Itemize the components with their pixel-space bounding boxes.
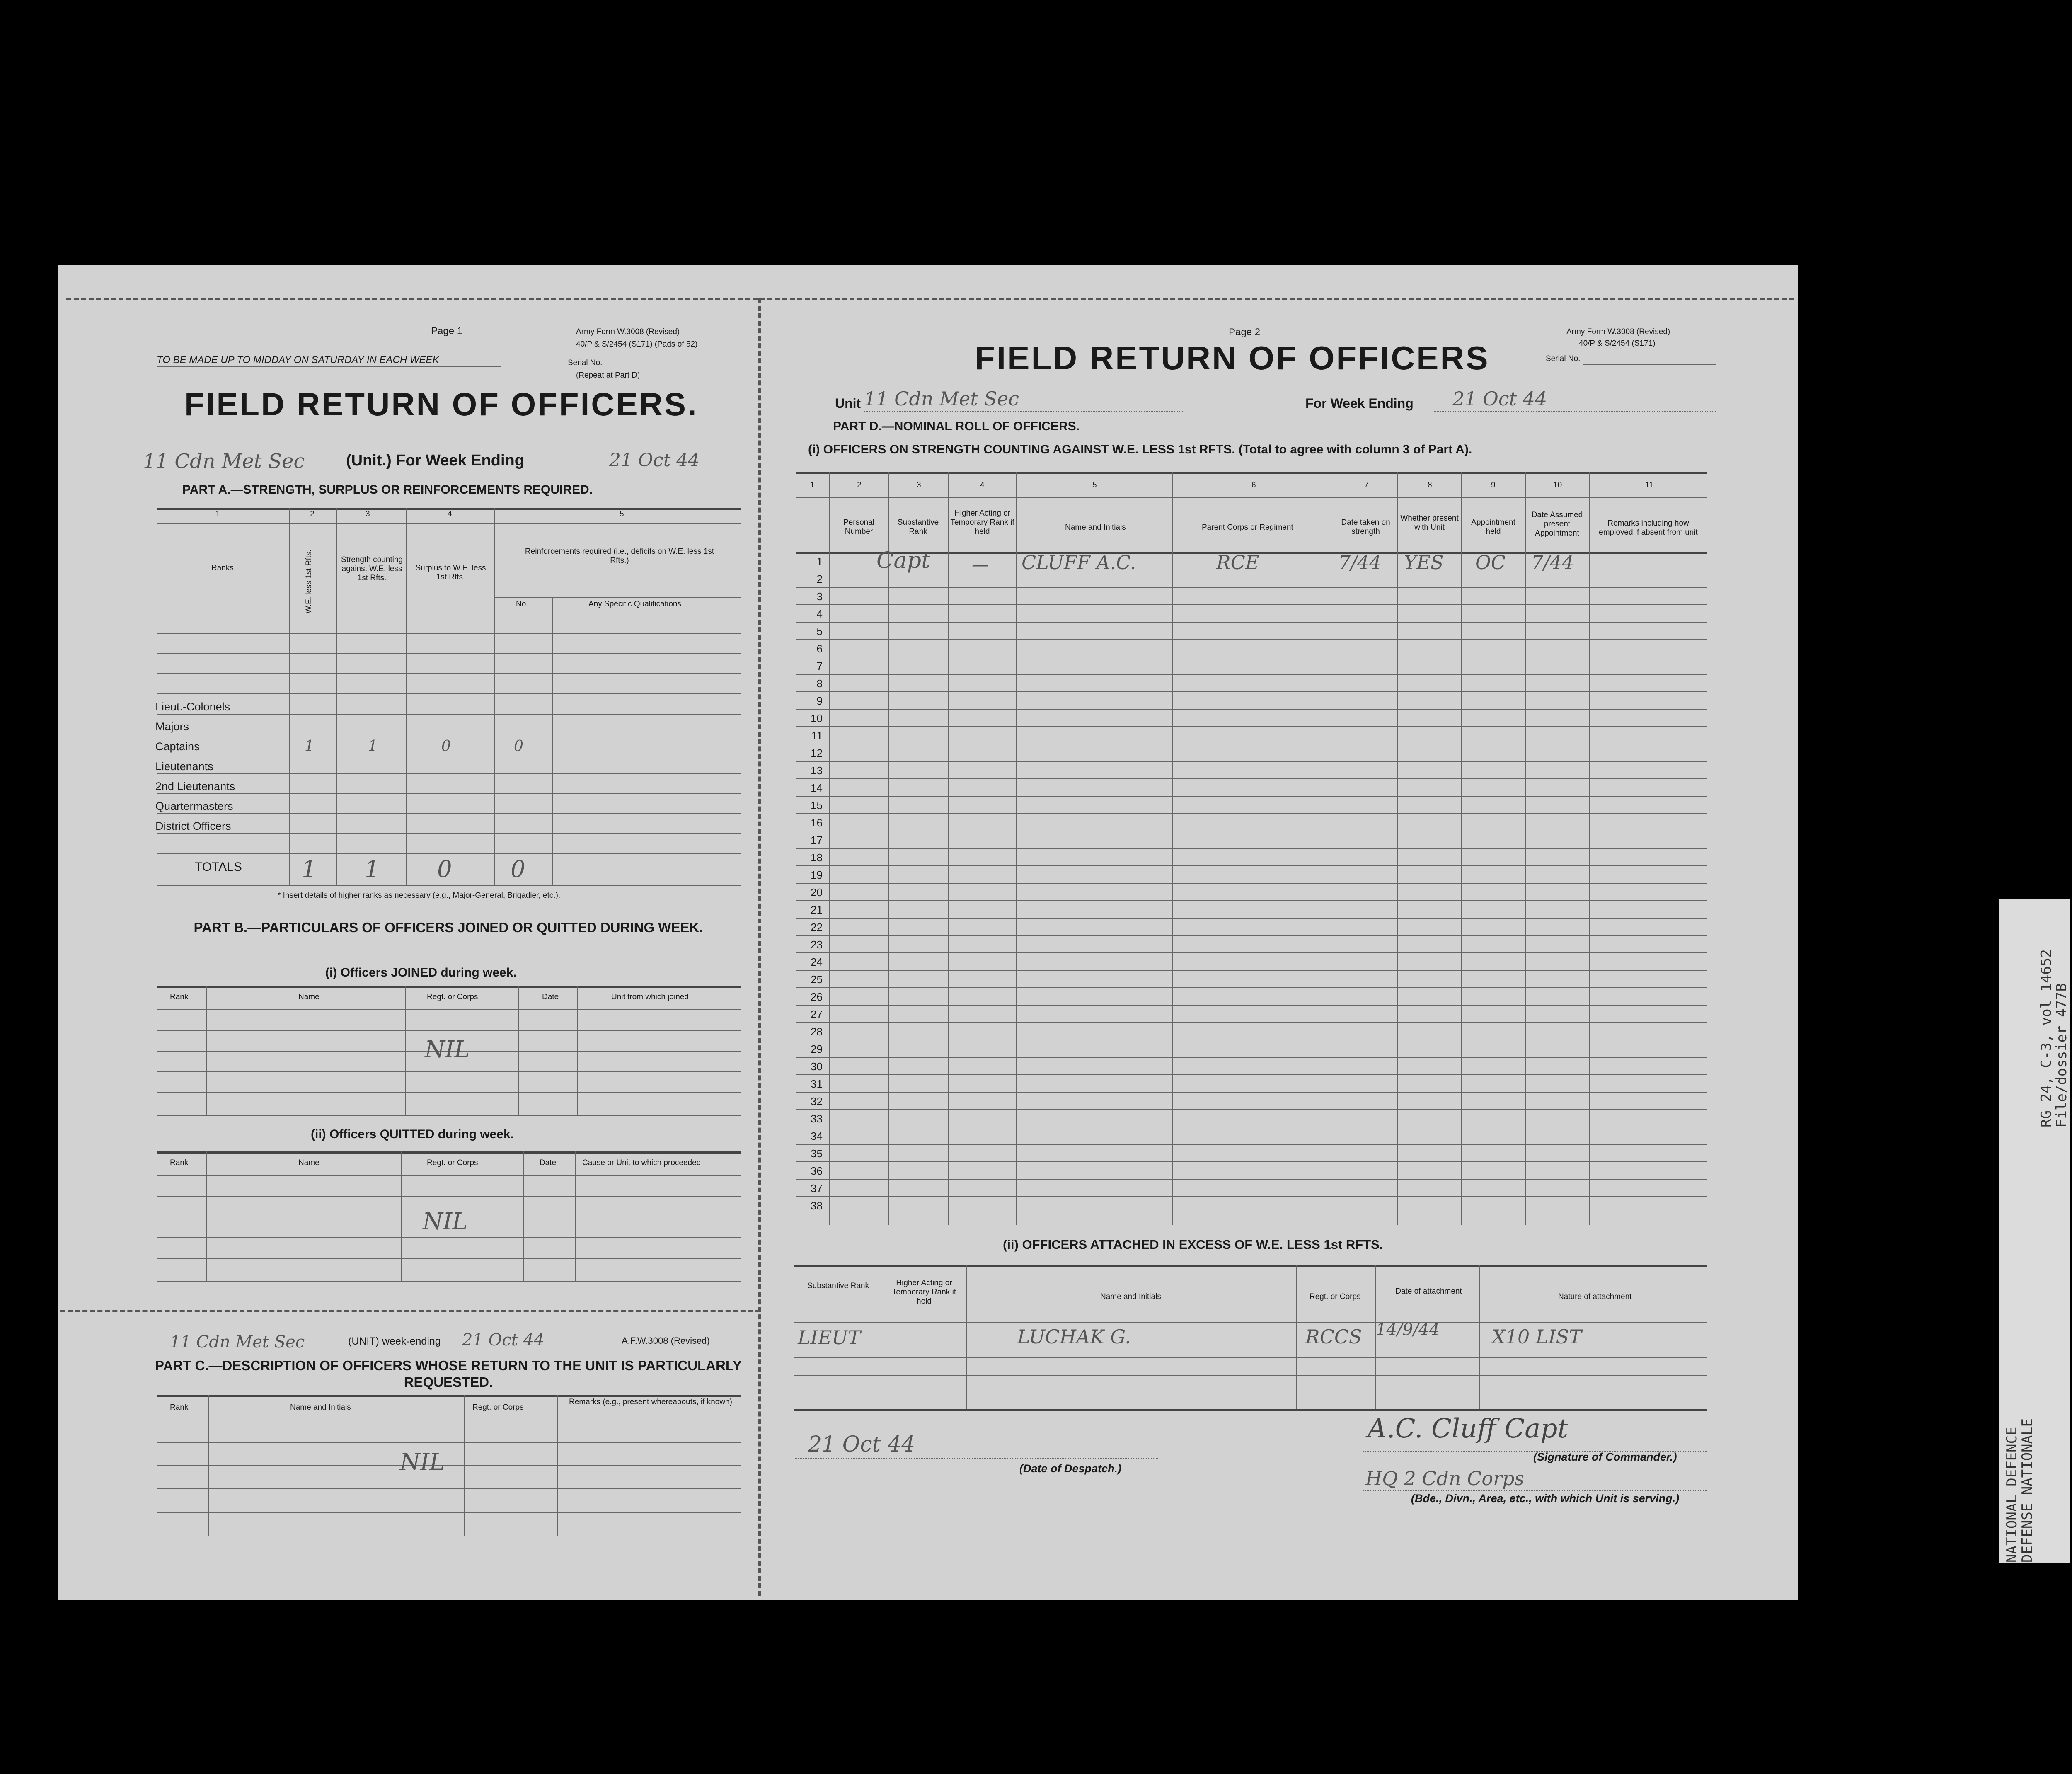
part-c-form: A.F.W.3008 (Revised) [622,1335,710,1346]
totals-surplus: 0 [437,856,452,883]
part-d-header: Date taken on strength [1341,518,1390,536]
part-d-subtitle: (i) OFFICERS ON STRENGTH COUNTING AGAINST W.E. LESS 1st RFTS. (Total to agree with column 3 of Part A). [808,443,1472,456]
roll-row-line [796,1022,1707,1023]
roll-row-line [796,865,1707,866]
roll-row-number: 12 [811,747,823,759]
part-d-header: Substantive Rank [897,518,939,536]
roll-row-line [796,1144,1707,1145]
attached-header: Substantive Rank [807,1282,869,1290]
roll-row-number: 28 [811,1025,823,1038]
part-c-unit-label: (UNIT) week-ending [348,1335,441,1347]
part-a-no-header: No. [516,600,528,608]
part-d-header: Appointment held [1471,518,1515,536]
roll-row-line [796,726,1707,727]
roll-row-number: 10 [811,712,823,725]
part-b-title: PART B.—PARTICULARS OF OFFICERS JOINED OR QUITTED DURING WEEK. [194,920,703,935]
captains-strength: 1 [368,738,378,755]
part-d-colnum: 3 [917,481,921,490]
rank-label: Lieut.-Colonels [155,700,230,713]
left-repeat-note: (Repeat at Part D) [576,371,640,380]
part-c-header: Rank [170,1403,189,1412]
formation-label: (Bde., Divn., Area, etc., with which Unit is serving.) [1411,1492,1680,1505]
dept-line1: NATIONAL DEFENCE [2004,1427,2020,1563]
joined-title: (i) Officers JOINED during week. [325,966,517,979]
despatch-label: (Date of Despatch.) [1019,1462,1122,1475]
dept-line2: DEFENSE NATIONALE [2019,1418,2036,1563]
roll-row-number: 2 [816,573,823,585]
part-c-perforation [60,1310,760,1312]
part-d-colnum: 1 [810,481,815,490]
roll-row-line [796,778,1707,779]
part-d-colnum: 9 [1491,481,1496,490]
part-d-header: Whether present with Unit [1400,514,1459,532]
totals-reinf: 0 [511,856,525,883]
roll-row-line [796,1179,1707,1180]
part-c-header: Name and Initials [290,1403,351,1412]
top-perforation [66,298,1794,300]
quitted-header: Regt. or Corps [427,1158,478,1167]
roll-row-line [796,1109,1707,1110]
roll-row-line [796,1057,1707,1058]
part-a-colnum: 1 [215,510,220,519]
part-a-colnum: 3 [366,510,370,519]
attached-header: Name and Initials [1100,1292,1161,1301]
part-d-colnum: 5 [1092,481,1097,490]
left-unit-handwritten: 11 Cdn Met Sec [143,450,305,473]
roll-row-line [796,900,1707,901]
roll-row-number: 35 [811,1147,823,1160]
roll-row-number: 22 [811,921,823,933]
roll-row-line [796,709,1707,710]
part-d-colnum: 2 [857,481,862,490]
center-perforation [758,298,761,1596]
right-unit-handwritten: 11 Cdn Met Sec [864,388,1019,410]
part-d-colnum: 4 [980,481,985,490]
left-form-code: 40/P & S/2454 (S171) (Pads of 52) [576,340,698,349]
roll-row-line [796,1161,1707,1162]
roll-row-number: 15 [811,799,823,812]
roll-row-number: 11 [811,729,823,742]
part-d-header: Parent Corps or Regiment [1202,523,1293,532]
roll-row-line [796,639,1707,640]
part-a-reinf-header: Reinforcements required (i.e., deficits on W.E. less 1st Rfts.) [525,547,714,565]
part-d-colnum: 11 [1645,481,1653,490]
roll-row-number: 29 [811,1043,823,1055]
quitted-header: Rank [170,1158,189,1167]
row1-date-assumed: 7/44 [1531,551,1574,574]
row1-date-taken: 7/44 [1339,551,1382,574]
left-serial-no: Serial No. [568,359,603,367]
right-serial-no: Serial No. [1546,354,1581,363]
rank-label: District Officers [155,820,231,832]
right-week-handwritten: 21 Oct 44 [1452,388,1547,410]
roll-row-line [796,1196,1707,1197]
part-c-nil: NIL [400,1449,445,1476]
part-d-header: Personal Number [843,518,874,536]
roll-row-line [796,1092,1707,1093]
roll-row-number: 14 [811,782,823,794]
roll-row-line [796,796,1707,797]
part-a-qual-header: Any Specific Qualifications [588,600,681,608]
part-a-footnote: * Insert details of higher ranks as necessary (e.g., Major-General, Brigadier, etc.). [278,891,561,900]
roll-row-number: 27 [811,1008,823,1020]
part-d-colnum: 10 [1553,481,1562,490]
joined-header: Rank [170,993,189,1001]
attached-header: Higher Acting or Temporary Rank if held [892,1279,956,1306]
part-a-ranks-header: Ranks [211,564,234,572]
rank-label: Quartermasters [155,800,233,812]
roll-row-number: 26 [811,991,823,1003]
roll-row-number: 6 [816,642,823,655]
left-unit-label: (Unit.) For Week Ending [346,452,524,469]
row1-name: CLUFF A.C. [1021,551,1136,574]
roll-row-number: 24 [811,956,823,968]
joined-header: Date [542,993,559,1001]
rank-label: 2nd Lieutenants [155,780,235,792]
right-page-number: Page 2 [1229,327,1261,338]
attached-title: (ii) OFFICERS ATTACHED IN EXCESS OF W.E. LESS 1st RFTS. [1003,1237,1383,1252]
ref-line1: RG 24, C-3, vol 14652 [2038,949,2055,1127]
roll-row-number: 17 [811,834,823,846]
part-a-colnum: 2 [310,510,315,519]
part-a-strength-header: Strength counting against W.E. less 1st Rfts. [341,555,403,582]
roll-row-number: 19 [811,869,823,881]
roll-row-number: 3 [816,590,823,603]
roll-row-number: 25 [811,973,823,986]
roll-row-line [796,1005,1707,1006]
quitted-nil: NIL [423,1208,468,1235]
right-week-label: For Week Ending [1305,396,1414,411]
roll-row-number: 23 [811,938,823,951]
part-c-week-handwritten: 21 Oct 44 [462,1330,545,1350]
commander-signature: A.C. Cluff Capt [1368,1413,1569,1444]
signature-label: (Signature of Commander.) [1533,1451,1677,1463]
attached-rank: LIEUT [798,1326,861,1349]
left-army-form: Army Form W.3008 (Revised) [576,327,680,336]
roll-row-number: 33 [811,1112,823,1125]
part-a-title: PART A.—STRENGTH, SURPLUS OR REINFORCEMENTS REQUIRED. [182,483,593,497]
rank-label: Lieutenants [155,760,213,773]
roll-row-line [796,761,1707,762]
roll-row-number: 7 [816,660,823,672]
roll-row-number: 5 [816,625,823,637]
roll-row-number: 32 [811,1095,823,1108]
roll-row-line [796,883,1707,884]
roll-row-number: 36 [811,1165,823,1177]
rank-label: Majors [155,720,189,733]
quitted-header: Date [540,1158,557,1167]
quitted-header: Cause or Unit to which proceeded [582,1158,701,1167]
roll-row-number: 30 [811,1060,823,1073]
row1-corps: RCE [1216,551,1259,574]
joined-header: Name [298,993,320,1001]
roll-row-number: 38 [811,1200,823,1212]
totals-label: TOTALS [195,860,242,874]
part-d-title: PART D.—NOMINAL ROLL OF OFFICERS. [833,419,1080,433]
roll-row-number: 20 [811,886,823,899]
part-c-unit-handwritten: 11 Cdn Met Sec [170,1333,305,1352]
part-a-colnum: 4 [448,510,452,519]
roll-row-number: 8 [816,677,823,690]
part-a-we-header: W.E. less 1st Rfts. [305,549,313,613]
part-a-surplus-header: Surplus to W.E. less 1st Rfts. [415,564,486,582]
part-d-colnum: 8 [1428,481,1432,490]
roll-row-number: 37 [811,1182,823,1195]
roll-row-number: 18 [811,851,823,864]
rank-label: Captains [155,740,200,753]
part-c-header: Remarks (e.g., present whereabouts, if known) [569,1398,732,1406]
left-week-handwritten: 21 Oct 44 [609,450,700,471]
part-a-colnum: 5 [620,510,624,519]
row1-rank: Capt [876,547,930,573]
part-c-title: PART C.—DESCRIPTION OF OFFICERS WHOSE RETURN TO THE UNIT IS PARTICULARLY REQUESTED. [155,1358,742,1390]
left-page-number: Page 1 [431,325,463,337]
right-page-title: FIELD RETURN OF OFFICERS [975,339,1490,376]
part-d-header: Date Assumed present Appointment [1531,511,1583,538]
roll-row-line [796,813,1707,814]
captains-surplus: 0 [441,738,451,755]
part-c-header: Regt. or Corps [472,1403,524,1412]
right-unit-label: Unit [835,396,861,411]
formation-handwritten: HQ 2 Cdn Corps [1365,1467,1525,1490]
roll-row-number: 21 [811,904,823,916]
attached-header: Date of attachment [1395,1287,1462,1296]
part-d-header: Remarks including how employed if absent from unit [1599,519,1698,537]
roll-row-line [796,970,1707,971]
attached-header: Nature of attachment [1558,1292,1632,1301]
totals-strength: 1 [365,856,380,883]
roll-row-line [796,674,1707,675]
roll-row-line [796,1074,1707,1075]
roll-row-line [796,691,1707,692]
part-d-colnum: 6 [1251,481,1256,490]
part-d-colnum: 7 [1364,481,1369,490]
captains-reinf: 0 [514,738,523,755]
roll-row-number: 9 [816,695,823,707]
quitted-header: Name [298,1158,320,1167]
row1-appointment: OC [1475,551,1506,574]
attached-date: 14/9/44 [1376,1320,1440,1339]
despatch-date-handwritten: 21 Oct 44 [808,1432,915,1457]
roll-row-line [796,604,1707,605]
left-instruction: TO BE MADE UP TO MIDDAY ON SATURDAY IN EACH WEEK [157,354,439,366]
row1-present: YES [1404,551,1444,574]
roll-row-number: 1 [816,555,823,568]
attached-nature: X10 LIST [1492,1326,1582,1348]
attached-name: LUCHAK G. [1017,1326,1131,1348]
roll-row-line [796,848,1707,849]
right-form-code: 40/P & S/2454 (S171) [1579,339,1656,348]
roll-row-line [796,935,1707,936]
joined-nil: NIL [425,1036,470,1063]
captains-we: 1 [305,738,314,755]
roll-row-number: 34 [811,1130,823,1142]
attached-corps: RCCS [1305,1326,1362,1348]
roll-row-number: 31 [811,1078,823,1090]
joined-header: Regt. or Corps [427,993,478,1001]
attached-header: Regt. or Corps [1310,1292,1361,1301]
joined-header: Unit from which joined [611,993,689,1001]
roll-row-line [796,952,1707,953]
roll-row-number: 13 [811,764,823,777]
row1-higher-rank: — [972,555,988,574]
quitted-title: (ii) Officers QUITTED during week. [311,1127,514,1141]
totals-we: 1 [302,856,317,883]
roll-row-line [796,587,1707,588]
roll-row-line [796,918,1707,919]
part-d-header: Higher Acting or Temporary Rank if held [950,509,1014,536]
left-page-title: FIELD RETURN OF OFFICERS. [184,386,698,422]
roll-row-number: 4 [816,608,823,620]
part-d-header: Name and Initials [1065,523,1126,532]
right-army-form: Army Form W.3008 (Revised) [1566,327,1670,336]
roll-row-line [796,622,1707,623]
roll-row-line [796,987,1707,988]
roll-row-number: 16 [811,817,823,829]
ref-line2: File/dossier 477B [2053,983,2070,1127]
